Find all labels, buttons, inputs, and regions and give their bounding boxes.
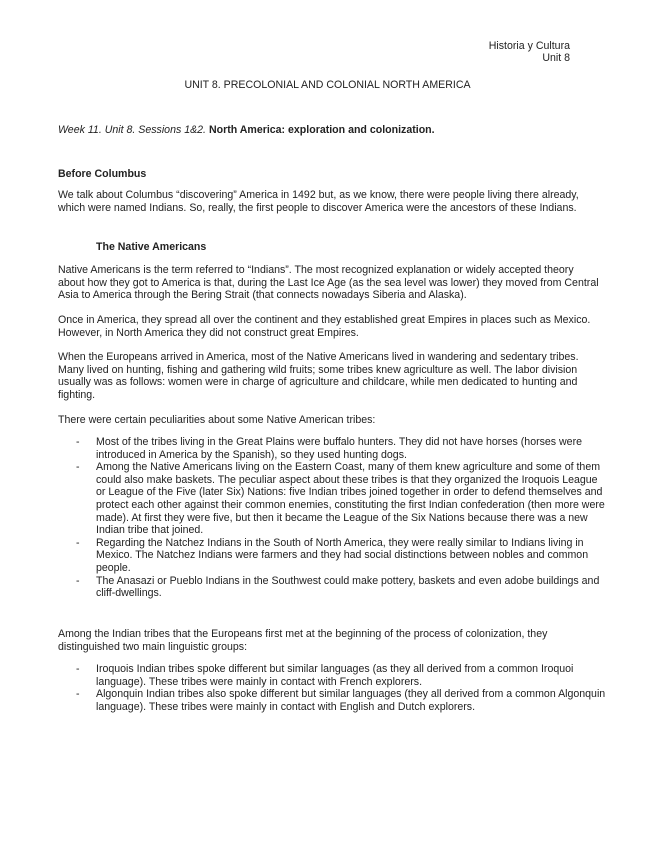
paragraph-spread: Once in America, they spread all over the continent and they established great Empires in places such as Mexico. However, in North America they did not construct great Empires. [58,314,591,339]
paragraph-before-columbus: We talk about Columbus “discovering” America in 1492 but, as we know, there were people living there already, which were named Indians. So, really, the first people to discover America were the ancestors of these Indians. [58,189,579,214]
list-item-text: Algonquin Indian tribes also spoke different but similar languages (they all derived from a common Algonquin language). These tribes were mainly in contact with English and Dutch explorers. [96,688,606,713]
page-header [489,41,570,64]
subsection-heading-native-americans: The Native Americans [96,241,207,253]
dash-marker: - [76,574,80,587]
dash-marker: - [76,436,80,448]
list-item-text: Among the Native Americans living on the Eastern Coast, many of them knew agriculture and some of them could also make baskets. The peculiar aspect about these tribes is that they organized the Iroquois League or League of the Five (later Six) Nations: five Indian tribes joined together in order to defend themselves and protect each other against their common enemies, constituting the first Indian confederation (then more were made). At first they were five, but then it became the League of the Six Nations because there was a new Indian tribe that joined. [96,461,605,537]
paragraph-peculiarities-intro: There were certain peculiarities about some Native American tribes: [58,414,376,426]
paragraph-linguistic-intro: Among the Indian tribes that the Europeans first met at the beginning of the process of colonization, they distinguished two main linguistic groups: [58,628,548,653]
peculiarities-list [58,436,606,600]
list-item-text: The Anasazi or Pueblo Indians in the Southwest could make pottery, baskets and even adobe buildings and cliff-dwellings. [96,574,600,600]
paragraph-tribes: When the Europeans arrived in America, most of the Native Americans lived in wandering and sedentary tribes. Many lived on hunting, fishing and gathering wild fruits; some tribes knew agriculture as well. The labor division usually was as follows: women were in charge of agriculture and childcare, while men dedicated to hunting and fighting. [58,351,579,401]
unit-label: Unit 8 [542,51,570,64]
list-item [58,537,606,575]
list-item [58,461,606,537]
dash-marker: - [76,663,80,675]
week-topic: North America: exploration and colonization. [208,124,435,136]
list-item-text: Regarding the Natchez Indians in the South of North America, they were really similar to Indians living in Mexico. The Natchez Indians were farmers and they had social distinctions between nobles and common people. [96,536,589,574]
list-item [58,436,606,461]
dash-marker: - [76,461,80,474]
list-item-text: Iroquois Indian tribes spoke different but similar languages (as they all derived from a common Iroquoi language). These tribes were mainly in contact with French explorers. [96,663,574,688]
paragraph-origin: Native Americans is the term referred to “Indians”. The most recognized explanation or widely accepted theory about how they got to America is that, during the Last Ice Age (as the sea level was lower) they moved from Central Asia to America through the Bering Strait (that connects nowadays Siberia and Alaska). [58,264,599,302]
linguistic-groups-list [58,663,606,713]
section-heading-before-columbus: Before Columbus [58,168,147,180]
list-item [58,688,606,713]
dash-marker: - [76,536,80,549]
course-name: Historia y Cultura [488,40,570,52]
week-label: Week 11. Unit 8. Sessions 1&2. [58,124,206,136]
week-line [58,124,435,137]
dash-marker: - [76,688,80,701]
list-item [58,575,606,600]
list-item [58,663,606,688]
page-title: UNIT 8. PRECOLONIAL AND COLONIAL NORTH AMERICA [184,79,471,91]
list-item-text: Most of the tribes living in the Great Plains were buffalo hunters. They did not have horses (horses were introduced in America by the Spanish), so they used hunting dogs. [96,436,582,461]
